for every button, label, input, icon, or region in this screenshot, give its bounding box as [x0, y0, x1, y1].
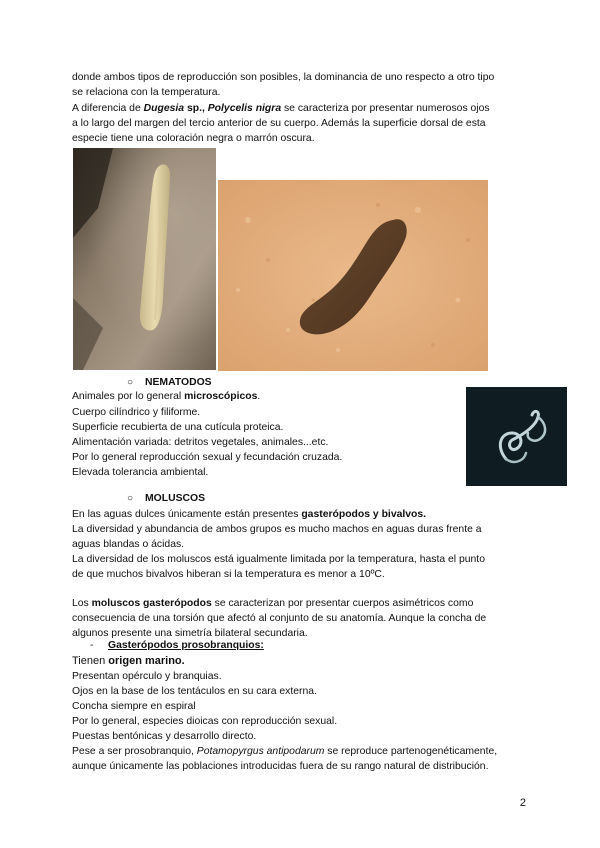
- prosobranquios-line-3: Ojos en la base de los tentáculos en su cara externa.: [72, 686, 317, 697]
- moluscos-line-1: [72, 507, 426, 522]
- gasteropodos-line-2: consecuencia de una torsión que afectó al conjunto de su anatomía. Aunque la concha de: [72, 613, 487, 624]
- prosobranquios-line-4: Concha siempre en espiral: [72, 701, 196, 712]
- prosobranquios-line-7: [72, 744, 497, 759]
- moluscos-bullet: ○: [127, 493, 134, 504]
- species-name: Polycelis nigra: [207, 103, 282, 114]
- text: Los: [72, 598, 92, 609]
- text: Animales por lo general: [72, 391, 185, 402]
- text: En las aguas dulces únicamente están presentes: [72, 509, 302, 520]
- text: Pese a ser prosobranquio,: [72, 746, 197, 757]
- text: .: [257, 391, 261, 402]
- nematodos-line-1: [72, 389, 260, 404]
- species-name: Potamopyrgus antipodarum: [196, 746, 325, 757]
- planarian-photo-dark: [218, 180, 488, 371]
- moluscos-heading: MOLUSCOS: [145, 493, 206, 504]
- gasteropodos-line-3: algunos presente una simetría bilateral secundaria.: [72, 628, 308, 639]
- intro-line-4: a lo largo del margen del tercio anterior de su cuerpo. Además la superficie dorsal de esta: [72, 118, 486, 129]
- prosobranquios-line-8: aunque únicamente las poblaciones introducidas fuera de su rango natural de distribución.: [72, 761, 489, 772]
- moluscos-line-4: La diversidad de los moluscos está igualmente limitada por la temperatura, hasta el punto: [72, 554, 485, 565]
- genus-name: Dugesia: [143, 103, 185, 114]
- text-bold: moluscos gasterópodos: [91, 598, 212, 609]
- moluscos-line-3: aguas blandas o ácidas.: [72, 539, 185, 550]
- prosobranquios-line-2: Presentan opérculo y branquias.: [72, 671, 222, 682]
- prosobranquios-bullet: -: [90, 640, 94, 651]
- intro-text: se caracteriza por presentar numerosos ojos: [281, 103, 490, 114]
- planarian-photo-pale: [73, 148, 216, 370]
- moluscos-line-5: de que muchos bivalvos hiberan si la temperatura es menor a 10ºC.: [72, 569, 385, 580]
- sp-abbrev: sp.,: [184, 103, 208, 114]
- page-number: 2: [519, 797, 526, 809]
- nematodos-line-5: Por lo general reproducción sexual y fecundación cruzada.: [72, 452, 343, 463]
- nematodos-line-6: Elevada tolerancia ambiental.: [72, 467, 209, 478]
- nematodos-bullet: ○: [127, 377, 134, 388]
- prosobranquios-line-1: [72, 654, 185, 669]
- text-bold: origen marino.: [108, 655, 185, 667]
- text: se reproduce partenogenéticamente,: [324, 746, 498, 757]
- prosobranquios-line-6: Puestas bentónicas y desarrollo directo.: [72, 731, 257, 742]
- text-bold: microscópicos: [184, 391, 258, 402]
- intro-line-2: se relaciona con la temperatura.: [72, 87, 221, 98]
- prosobranquios-heading: Gasterópodos prosobranquios:: [108, 640, 264, 651]
- intro-line-5: especie tiene una coloración negra o marrón oscura.: [72, 133, 315, 144]
- moluscos-line-2: La diversidad y abundancia de ambos grupos es mucho machos en aguas duras frente a: [72, 524, 482, 535]
- nematodos-line-2: Cuerpo cilíndrico y filiforme.: [72, 407, 201, 418]
- text-bold: gasterópodos y bivalvos.: [301, 509, 427, 520]
- nematodos-heading: NEMATODOS: [145, 377, 212, 388]
- intro-text: A diferencia de: [72, 103, 144, 114]
- nematodos-line-3: Superficie recubierta de una cutícula proteica.: [72, 422, 284, 433]
- intro-line-3: [72, 101, 490, 116]
- nematodos-line-4: Alimentación variada: detritos vegetales, animales...etc.: [72, 437, 329, 448]
- intro-line-1: donde ambos tipos de reproducción son posibles, la dominancia de uno respecto a otro tipo: [72, 72, 495, 83]
- prosobranquios-line-5: Por lo general, especies dioicas con reproducción sexual.: [72, 716, 338, 727]
- text: se caracterizan por presentar cuerpos asimétricos como: [211, 598, 474, 609]
- gasteropodos-line-1: [72, 596, 473, 611]
- nematode-photo: [466, 387, 567, 486]
- text: Tienen: [72, 655, 109, 667]
